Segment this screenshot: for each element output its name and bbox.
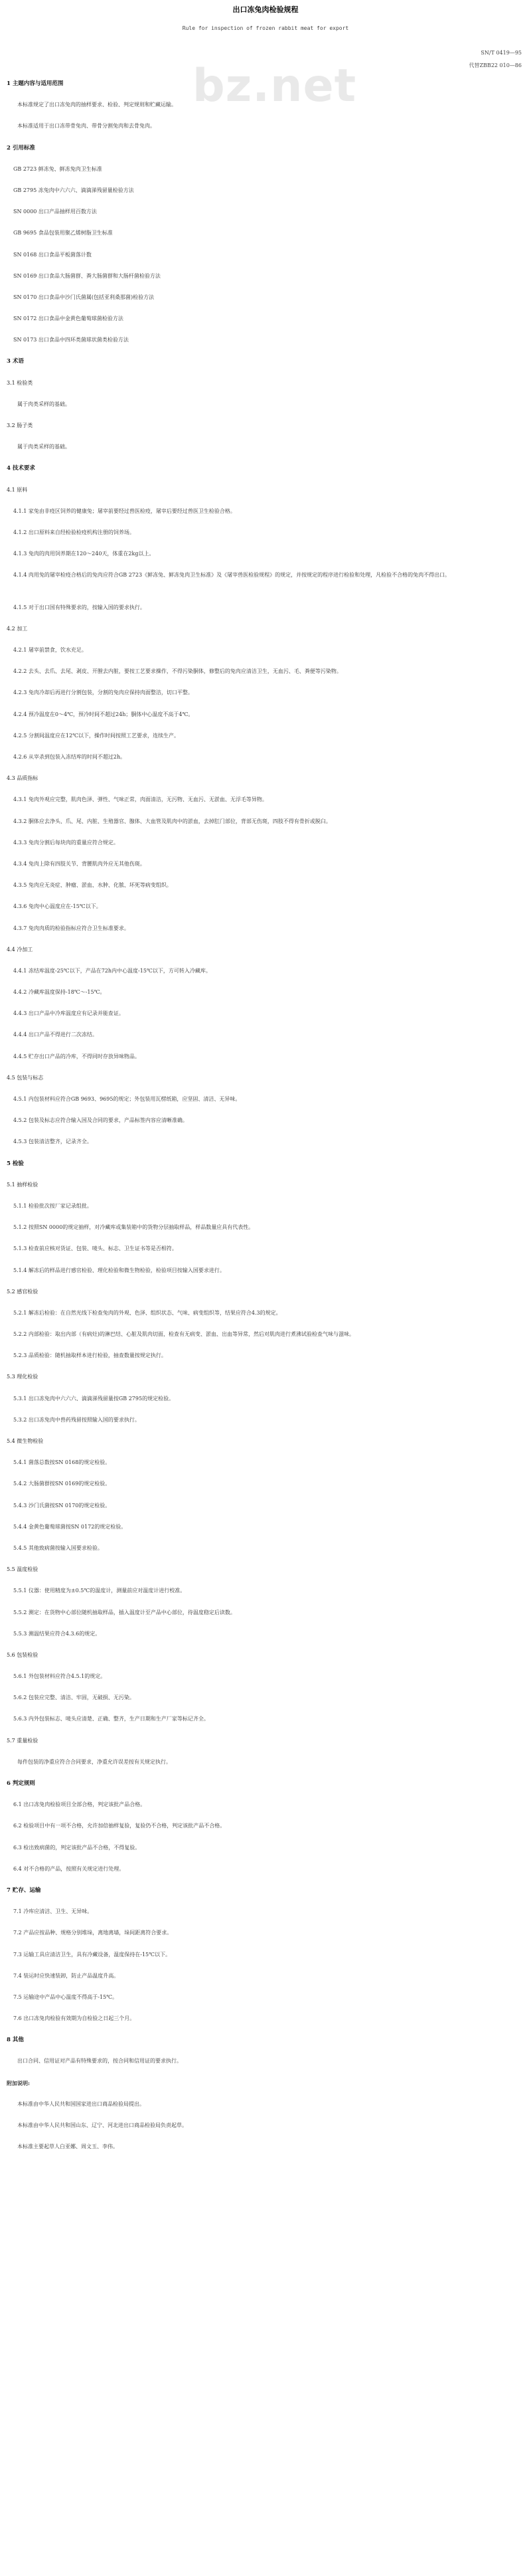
document-subtitle: Rule for inspection of frozen rabbit meat for export [182,25,349,31]
document-body [7,73,524,2158]
paragraph-line: SN 0172 出口食品中金黄色葡萄球菌检验方法 [13,316,123,322]
paragraph-line: 4.2.4 预冷温度在0～4℃，预冷时间不超过24h；胴体中心温度不高于4℃。 [13,711,194,717]
paragraph-line: 5.4.5 其他致病菌按输入国要求检验。 [13,1544,103,1551]
subsection-heading: 5.5 温度检验 [7,1566,38,1573]
paragraph-line: SN 0170 出口食品中沙门氏菌属(包括亚利桑那菌)检验方法 [13,294,155,300]
paragraph-line: SN 0000 出口产品抽样用百数方法 [13,209,97,215]
paragraph-line: 5.1.4 解冻后的样品进行感官检验、理化检验和微生物检验，检验项目按输入国要求进行。 [13,1267,225,1273]
paragraph-line: 7.5 运输途中产品中心温度不得高于-15℃。 [13,1993,118,2000]
paragraph-line: SN 0169 出口食品大肠菌群、粪大肠菌群和大肠杆菌检验方法 [13,272,161,279]
paragraph-line: 5.5.3 测温结果应符合4.3.6的规定。 [13,1630,101,1637]
paragraph-line: 本标准规定了出口冻兔肉的抽样要求、检验、判定规则和贮藏运输。 [17,102,177,108]
subsection-heading: 5.4 微生物检验 [7,1438,44,1445]
paragraph-line: GB 2795 冻兔肉中六六六、滴滴涕残留量检验方法 [13,187,134,193]
subsection-heading: 4.4 冷加工 [7,946,33,953]
watermark-logo: bz.net [192,60,357,112]
paragraph-line: 4.1.5 对于出口国有特殊要求的，按输入国的要求执行。 [13,604,145,610]
paragraph-line: 6.2 检验项目中有一项不合格，允许加倍抽样复验，复验仍不合格，判定该批产品不合格。 [13,1823,226,1829]
paragraph-line: 4.5.1 内包装材料应符合GB 9693、9695的规定；外包装用瓦楞纸箱，应坚固、清洁、无异味。 [13,1096,241,1103]
paragraph-line: 4.1.4 肉用兔的屠宰检疫合格后的兔肉应符合GB 2723《鲜冻兔、鲜冻兔肉卫生标准》及《屠宰兽医检验规程》的规定，并按规定的程序进行检验和处理，凡检验不合格的兔肉不得出口。 [13,572,451,579]
paragraph-line: 4.3.7 兔肉肉质的检验指标应符合卫生标准要求。 [13,925,129,931]
paragraph-line: 每件包装的净重应符合合同要求，净重允许误差按有关规定执行。 [17,1758,171,1765]
section-heading: 8 其他 [7,2037,24,2044]
paragraph-line: GB 9695 食品包装用聚乙烯树脂卫生标准 [13,230,113,236]
paragraph-line: 5.4.4 金黄色葡萄球菌按SN 0172的规定检验。 [13,1523,127,1530]
subsection-heading: 5.6 包装检验 [7,1651,38,1658]
paragraph-line: 5.6.2 包装应完整、清洁、牢固，无破损、无污染。 [13,1695,135,1701]
section-heading: 7 贮存、运输 [7,1886,41,1894]
paragraph-line: 6.4 对不合格的产品，按照有关规定进行处理。 [13,1865,125,1872]
paragraph-line: GB 2723 鲜冻兔、鲜冻兔肉卫生标准 [13,165,102,172]
section-heading: 5 检验 [7,1160,24,1167]
section-heading: 3 术语 [7,358,24,365]
paragraph-line: 5.2.1 解冻后检验：在自然光线下检查兔肉的外观、色泽、组织状态、气味、病变组织等，结果应符合4.3的规定。 [13,1309,281,1316]
standard-code: SN/T 0419—95 [481,50,522,56]
paragraph-line: 4.1.2 出口原料来自经检验检疫机构注册的饲养场。 [13,529,135,535]
paragraph-line: 4.3.4 兔肉上除有四肢关节、背腰肌肉外应无其他伤斑。 [13,860,145,867]
paragraph-line: 属于肉类采样的基础。 [17,401,70,407]
paragraph-line: 属于肉类采样的基础。 [17,444,70,450]
paragraph-line: 4.2.2 去头、去爪、去尾、剥皮、开膛去内脏，要按工艺要求操作，不得污染胴体，修整后的兔肉应清洁卫生，无血污、毛、粪便等污染物。 [13,668,342,675]
paragraph-line: 7.6 出口冻兔肉检验有效期为自检验之日起三个月。 [13,2015,135,2022]
paragraph-line: 5.2.3 品质检验：随机抽取样本进行检验，抽查数量按规定执行。 [13,1352,167,1359]
paragraph-line: 7.1 冷库应清洁、卫生、无异味。 [13,1908,93,1915]
section-heading: 1 主题内容与适用范围 [7,80,64,87]
paragraph-line: SN 0168 出口食品平板菌落计数 [13,251,92,258]
subsection-heading: 5.3 理化检验 [7,1374,38,1380]
paragraph-line: 本标准由中华人民共和国山东、辽宁、河北进出口商品检验局负责起草。 [17,2122,187,2129]
subsection-heading: 4.3 品质指标 [7,775,38,782]
paragraph-line: 7.4 装运时应快速装卸，防止产品温度升高。 [13,1972,119,1979]
paragraph-line: 本标准适用于出口冻带骨兔肉、带骨分割兔肉和去骨兔肉。 [17,123,155,130]
paragraph-line: 6.3 检出致病菌的，判定该批产品不合格，不得复验。 [13,1844,141,1851]
paragraph-line: 4.2.5 分割间温度应在12℃以下，操作时间按照工艺要求，连续生产。 [13,732,180,739]
paragraph-line: 4.4.4 出口产品不得进行二次冻结。 [13,1032,98,1038]
paragraph-line: 6.1 出口冻兔肉检验项目全部合格，判定该批产品合格。 [13,1801,146,1808]
paragraph-line: 4.2.6 从宰杀到包装入冻结库的时间不超过2h。 [13,754,126,761]
paragraph-line: 5.6.3 内外包装标志、唛头应清楚、正确、整齐，生产日期和生产厂家等标记齐全。 [13,1716,209,1722]
subsection-heading: 4.1 原料 [7,486,28,493]
paragraph-line: 本标准主要起草人白亚娜、周文玉、李伟。 [17,2144,118,2150]
paragraph-line: 7.2 产品应按品种、规格分别堆垛，离地离墙，垛间距离符合要求。 [13,1930,173,1936]
section-heading: 6 判定规则 [7,1780,35,1788]
paragraph-line: 4.2.1 屠宰前禁食，饮水充足。 [13,647,87,654]
paragraph-line: 5.3.2 出口冻兔肉中兽药残留按照输入国的要求执行。 [13,1416,140,1423]
document-title: 出口冻兔肉检验规程 [232,5,299,14]
paragraph-line: 4.3.1 兔肉外观应完整，肌肉色泽、弹性、气味正常，肉面清洁，无污物、无血污、无淤血、无浮毛等异物。 [13,796,267,803]
paragraph-line: 4.3.5 兔肉应无炎症、肿瘤、淤血、水肿、化脓、坏死等病变组织。 [13,882,172,889]
subsection-heading: 4.2 加工 [7,625,28,632]
paragraph-line: 4.1.1 家兔由非疫区饲养的健康兔；屠宰前要经过兽医检疫，屠宰后要经过兽医卫生检验合格。 [13,507,236,514]
paragraph-line: 4.4.5 贮存出口产品的冷库，不得同时存放异味物品。 [13,1053,140,1059]
paragraph-line: 4.3.2 胴体应去净头、爪、尾、内脏、生殖器官、腺体、大血管及肌肉中的淤血，去掉肛门部位，背部无伤斑，四肢不得有骨折或脱臼。 [13,818,331,824]
subsection-heading: 5.2 感官检验 [7,1288,38,1295]
subsection-heading: 3.1 检验类 [7,379,33,386]
paragraph-line: 4.4.3 出口产品中冷库温度应有记录并能查证。 [13,1010,124,1017]
paragraph-line: 4.4.2 冷藏库温度保持-18℃～-15℃。 [13,989,106,996]
replaced-standard-code: 代替ZBB22 010—86 [469,62,522,68]
paragraph-line: 5.4.1 菌落总数按SN 0168的规定检验。 [13,1459,111,1466]
subsection-heading: 5.1 抽样检验 [7,1181,38,1188]
paragraph-line: 5.1.2 按照SN 0000的规定抽样，对冷藏库或集装箱中的货物分层抽取样品，样品数量应具有代表性。 [13,1224,254,1231]
subsection-heading: 3.2 肠子类 [7,422,33,428]
paragraph-line: 5.4.2 大肠菌群按SN 0169的规定检验。 [13,1481,111,1487]
paragraph-line: 5.4.3 沙门氏菌按SN 0170的规定检验。 [13,1502,111,1509]
paragraph-line: 5.1.1 检验批次按厂家记录组批。 [13,1202,92,1209]
subsection-heading: 4.5 包装与标志 [7,1074,44,1081]
section-heading: 4 技术要求 [7,465,35,472]
appendix-heading: 附加说明: [7,2079,30,2086]
paragraph-line: 5.2.2 内部检验：取出内部（有病灶)的淋巴结、心脏及肌肉切面，检查有无病变、淤血、出血等异常，然后对肌肉进行煮沸试验检查气味与滋味。 [13,1331,355,1338]
paragraph-line: 4.3.3 兔肉分割后每块肉的重量应符合规定。 [13,839,119,846]
paragraph-line: 4.1.3 兔肉的肉用饲养期在120～240天，体重在2kg以上。 [13,551,155,557]
section-heading: 2 引用标准 [7,144,35,151]
paragraph-line: 4.5.3 包装清洁整齐，记录齐全。 [13,1139,92,1145]
paragraph-line: 5.5.1 仪器：使用精度为±0.5℃的温度计，测量前应对温度计进行校准。 [13,1588,186,1594]
paragraph-line: 本标准由中华人民共和国国家进出口商品检验局提出。 [17,2100,145,2107]
paragraph-line: 5.5.2 测定：在货物中心部位随机抽取样品，插入温度计至产品中心部位，待温度稳定后读数。 [13,1609,236,1615]
paragraph-line: 4.4.1 冻结库温度-25℃以下，产品在72h内中心温度-15℃以下，方可转入冷藏库。 [13,967,211,974]
paragraph-line: 4.2.3 兔肉冷却后再进行分割包装，分割的兔肉应保持肉面整洁，切口平整。 [13,690,193,696]
paragraph-line: SN 0173 出口食品中四环类菌球状菌类检验方法 [13,337,129,343]
paragraph-line: 7.3 运输工具应清洁卫生，具有冷藏设备，温度保持在-15℃以下。 [13,1951,171,1958]
subsection-heading: 5.7 重量检验 [7,1737,38,1744]
paragraph-line: 出口合同、信用证对产品有特殊要求的，按合同和信用证的要求执行。 [17,2058,182,2065]
paragraph-line: 5.3.1 出口冻兔肉中六六六、滴滴涕残留量按GB 2795的规定检验。 [13,1395,175,1402]
paragraph-line: 5.6.1 外包装材料应符合4.5.1的规定。 [13,1673,106,1680]
paragraph-line: 5.1.3 检查前应核对货证、包装、唛头、标志、卫生证书等是否相符。 [13,1245,177,1252]
paragraph-line: 4.3.6 兔肉中心温度应在-15℃以下。 [13,903,102,910]
paragraph-line: 4.5.2 包装及标志应符合输入国及合同的要求，产品标签内容应清晰准确。 [13,1117,188,1124]
